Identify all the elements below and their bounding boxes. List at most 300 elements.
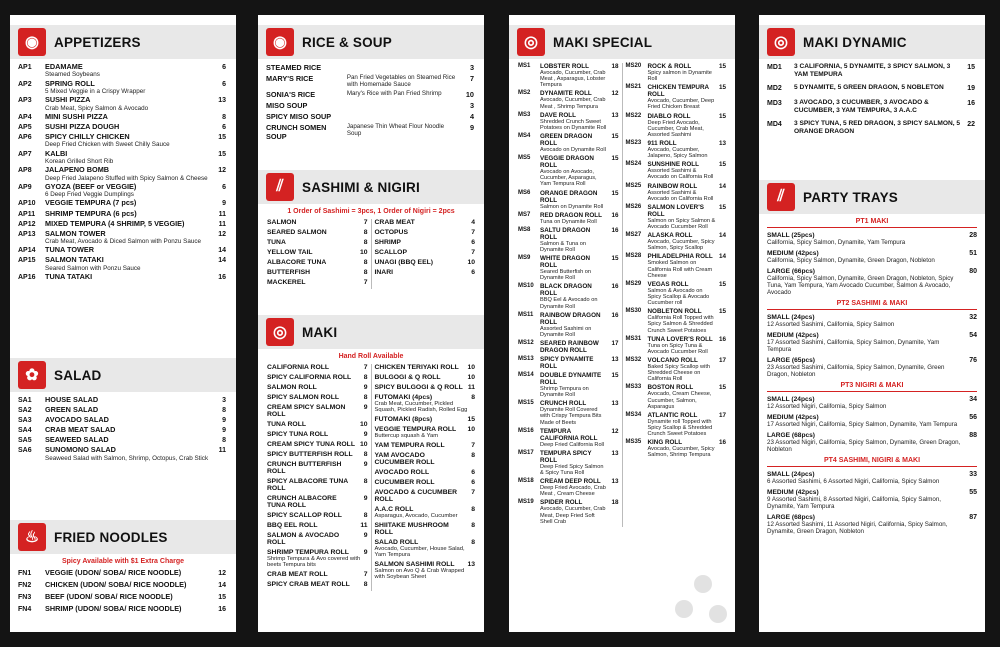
- item-line: [375, 426, 476, 433]
- item-code: AP16: [18, 273, 36, 281]
- item-body: [45, 396, 212, 405]
- item-name: RAINBOW ROLL: [647, 182, 698, 190]
- item-name: YAM AVOCADO CUCUMBER ROLL: [374, 452, 435, 466]
- item-line: [267, 441, 368, 448]
- item-line: [267, 384, 368, 391]
- item-name: BLACK DRAGON ROLL: [540, 283, 592, 298]
- item-name: SALMON & AVOCADO ROLL: [267, 532, 340, 546]
- item-desc: Crab Meat, Spicy Salmon & Avocado: [45, 104, 149, 112]
- item-line: [375, 452, 476, 466]
- tray-body: [767, 314, 963, 328]
- item-line: [375, 489, 476, 503]
- item-name: 3 AVOCADO, 3 CUCUMBER, 3 AVOCADO & CUCUMBER, 3 YAM TEMPURA, 3 A.A.C: [794, 99, 929, 114]
- item-name: TUNA: [267, 239, 286, 246]
- item-name: MACKEREL: [267, 279, 306, 286]
- item-body: [45, 416, 212, 425]
- tray-item: [759, 232, 985, 246]
- item-body: [540, 428, 609, 448]
- item-desc: Deep Fried Chicken with Sweet Chilly Sauce: [45, 141, 170, 149]
- menu-item: [375, 479, 476, 486]
- menu-item: [258, 63, 484, 72]
- menu-item: [518, 400, 619, 425]
- tray-desc: California, Spicy Salmon, Dynamite, Yam Tempura: [767, 239, 906, 246]
- item-price: 8: [363, 394, 368, 401]
- item-desc: Dynamite Roll Covered with Crispy Tempura Bits Made of Beets: [540, 407, 602, 426]
- item-code: MS29: [625, 280, 642, 287]
- item-price: 10: [467, 426, 475, 433]
- dynamic-list: [759, 63, 985, 142]
- item-body: [540, 190, 609, 210]
- item-desc: Avocado on Avocado, Cucumber, Asparagus, Yam Tempura Roll: [540, 169, 597, 188]
- item-desc: Japanese Thin Wheat Flour Noodle Soup: [346, 123, 445, 137]
- item-price: 19: [967, 85, 975, 93]
- menu-item: [375, 374, 476, 381]
- menu-item: [10, 396, 236, 405]
- item-price: 16: [718, 439, 726, 447]
- item-desc: Shrimp Tempura & Avo covered with beets Tempura bits: [267, 556, 361, 568]
- item-body: [45, 210, 212, 219]
- item-line: [267, 239, 368, 246]
- item-name: SPICY SCALLOP ROLL: [267, 512, 342, 519]
- item-body: [648, 63, 717, 82]
- tray-item: [759, 471, 985, 485]
- item-price: 6: [471, 469, 475, 476]
- item-name: NOBLETON ROLL: [647, 308, 702, 316]
- tray-body: [767, 396, 963, 410]
- item-name: 3 CALIFORNIA, 5 DYNAMITE, 3 SPICY SALMON, 3 YAM TEMPURA: [794, 63, 951, 78]
- menu-item: [10, 569, 236, 578]
- item-name: ROCK & ROLL: [647, 63, 692, 70]
- item-desc: Avocado, Cream Cheese, Cucumber, Salmon, Asparagus: [647, 391, 712, 410]
- item-code: MS4: [518, 132, 531, 139]
- item-line: [267, 522, 368, 529]
- item-code: MS3: [518, 111, 531, 118]
- item-body: [45, 605, 212, 614]
- item-price: 13: [718, 139, 726, 147]
- item-line: [375, 522, 476, 536]
- salad-leaf-icon: ✿: [18, 361, 46, 389]
- item-code: AP13: [18, 230, 36, 238]
- menu-item: [759, 120, 985, 135]
- item-name: BOSTON ROLL: [647, 384, 694, 392]
- item-code: FN3: [18, 594, 32, 602]
- item-name: CUCUMBER ROLL: [374, 479, 435, 486]
- item-price: 8: [471, 522, 475, 529]
- item-name: CRAB MEAT: [374, 219, 415, 226]
- item-code: AP10: [18, 200, 36, 208]
- menu-item: [518, 499, 619, 524]
- item-name: EDAMAME: [45, 62, 83, 71]
- item-name: STEAMED RICE: [266, 63, 322, 72]
- item-code: MS18: [518, 478, 534, 485]
- item-price: 8: [363, 581, 368, 588]
- item-line: [267, 451, 368, 458]
- item-price: 14: [718, 253, 726, 261]
- item-body: [45, 96, 212, 112]
- item-line: [375, 229, 476, 236]
- item-name: SONIA'S RICE: [266, 90, 316, 99]
- tray-desc: 6 Assorted Sashimi, 6 Assorted Nigiri, California, Spicy Salmon: [767, 478, 940, 485]
- item-price: 15: [611, 132, 619, 140]
- item-code: AP11: [18, 210, 36, 218]
- menu-item: [375, 522, 476, 536]
- item-line: [267, 431, 368, 438]
- tray-size: SMALL (25pcs): [767, 232, 815, 239]
- item-line: [375, 469, 476, 476]
- item-desc: Assorted Sashimi on Dynamite Roll: [540, 325, 592, 338]
- sashimi-columns: [258, 219, 484, 289]
- menu-item: [10, 593, 236, 602]
- item-desc: Steamed Soybeans: [45, 71, 100, 79]
- item-price: 7: [363, 571, 368, 578]
- tray-group-title: PT4 SASHIMI, NIGIRI & MAKI: [767, 457, 977, 467]
- item-price: 10: [467, 259, 475, 266]
- item-body: [45, 150, 212, 166]
- item-body: [648, 336, 717, 355]
- menu-item: [10, 406, 236, 415]
- item-code: AP2: [18, 80, 32, 88]
- item-name: KALBI: [45, 148, 68, 158]
- item-code: MS17: [518, 449, 534, 456]
- item-desc: Spicy salmon in Dynamite Roll: [647, 70, 712, 83]
- sushi-plate-icon: ◎: [517, 28, 545, 56]
- item-code: AP9: [18, 183, 32, 191]
- item-code: MS10: [518, 283, 534, 290]
- item-price: 8: [222, 437, 226, 445]
- menu-item: [10, 210, 236, 219]
- maki-column-right: [371, 364, 479, 591]
- item-price: 8: [363, 269, 368, 276]
- item-body: [540, 227, 609, 253]
- menu-item: [10, 581, 236, 590]
- item-desc: Salmon on Dynamite Roll: [540, 203, 604, 210]
- item-price: 6: [222, 80, 226, 88]
- menu-item: [10, 230, 236, 246]
- item-name: MISO SOUP: [266, 101, 308, 110]
- item-code: MS14: [518, 371, 534, 378]
- item-price: 12: [611, 90, 619, 98]
- section-title: MAKI: [302, 324, 338, 340]
- item-name: GREEN DRAGON ROLL: [540, 132, 593, 147]
- menu-item: [267, 495, 368, 509]
- tray-price: 54: [969, 332, 977, 339]
- item-code: SA5: [18, 437, 32, 445]
- item-name: SPICY CHILLY CHICKEN: [45, 131, 130, 141]
- tray-price: 56: [969, 414, 977, 421]
- item-body: [648, 412, 717, 437]
- menu-item: [518, 428, 619, 448]
- item-code: MS9: [518, 255, 531, 262]
- sashimi-header: [258, 170, 484, 204]
- menu-item: [518, 356, 619, 370]
- item-price: 15: [718, 112, 726, 120]
- menu-item: [375, 384, 476, 391]
- menu-item: [267, 269, 368, 276]
- item-code: FN2: [18, 582, 32, 590]
- item-price: 15: [611, 371, 619, 379]
- item-desc: Avocado, Cucumber, Jalapeno, Spicy Salmon: [647, 146, 708, 160]
- item-line: [267, 532, 368, 546]
- item-name: YAM TEMPURA ROLL: [374, 442, 445, 449]
- item-name: A.A.C ROLL: [374, 506, 414, 513]
- item-desc: Avocado, Cucumber, Deep Fried Chicken Breast: [647, 98, 715, 111]
- tray-size: LARGE (65pcs): [767, 357, 815, 364]
- item-name: PHILADELPHIA ROLL: [647, 253, 713, 261]
- item-code: SA6: [18, 447, 32, 455]
- menu-item: [267, 421, 368, 428]
- item-code: MS31: [625, 335, 642, 342]
- item-desc: Crab Meat, Avocado & Diced Salmon with Ponzu Sauce: [45, 238, 201, 245]
- item-code: MS28: [625, 253, 642, 260]
- item-name: DIABLO ROLL: [647, 112, 691, 120]
- item-name: BBQ EEL ROLL: [267, 522, 318, 529]
- appetizers-list: [10, 63, 236, 283]
- item-body: [540, 478, 609, 497]
- item-price: 7: [471, 442, 475, 449]
- menu-panel-3: [509, 15, 735, 632]
- item-code: MS32: [625, 356, 642, 363]
- item-price: 6: [222, 183, 226, 191]
- item-desc: Avocado, Cucumber, Crab Meat , Shrimp Tempura: [540, 97, 606, 110]
- menu-item: [375, 219, 476, 226]
- item-price: 13: [611, 478, 619, 486]
- item-name: DAVE ROLL: [540, 111, 576, 119]
- menu-item: [626, 281, 727, 306]
- item-code: AP6: [18, 133, 32, 141]
- item-price: 3: [469, 63, 474, 72]
- item-price: 9: [363, 495, 368, 502]
- item-code: MS22: [625, 112, 642, 119]
- special-column-left: [515, 63, 622, 527]
- item-line: [267, 229, 368, 236]
- appetizers-header: [10, 25, 236, 59]
- item-name: RAINBOW DRAGON ROLL: [540, 311, 601, 326]
- item-name: TEMPURA SPICY ROLL: [540, 449, 592, 464]
- item-code: SA1: [18, 397, 32, 404]
- item-line: [267, 259, 368, 266]
- item-price: 18: [611, 63, 619, 70]
- item-price: 15: [718, 308, 726, 316]
- rice-header: [258, 25, 484, 59]
- item-price: 6: [471, 479, 475, 486]
- item-line: [375, 442, 476, 449]
- item-line: [375, 394, 476, 401]
- tray-price: 34: [969, 396, 977, 403]
- item-line: [267, 404, 368, 418]
- item-body: [45, 63, 212, 79]
- menu-item: [267, 478, 368, 492]
- item-desc: Seared Butterfish on Dynamite Roll: [540, 269, 591, 282]
- item-code: MS34: [625, 411, 642, 418]
- item-name: SPIDER ROLL: [540, 499, 583, 507]
- item-name: WHITE DRAGON ROLL: [540, 255, 591, 270]
- item-name: SPICY DYNAMITE ROLL: [540, 355, 594, 370]
- item-name: HOUSE SALAD: [45, 395, 99, 404]
- item-desc: Pan Fried Vegetables on Steamed Rice with Homemade Sauce: [346, 74, 456, 88]
- item-code: AP5: [18, 123, 32, 131]
- tray-item: [759, 250, 985, 264]
- menu-item: [267, 249, 368, 256]
- item-line: [267, 219, 368, 226]
- menu-item: [10, 273, 236, 282]
- maki-note: Hand Roll Available: [338, 353, 404, 360]
- tray-desc: 23 Assorted Nigiri, California, Spicy Salmon, Dynamite, Green Dragon, Nobleton: [767, 439, 961, 453]
- rice-bowl-icon: ◉: [266, 28, 294, 56]
- item-code: MD2: [767, 85, 782, 93]
- special-header: [509, 25, 735, 59]
- tray-price: 80: [969, 268, 977, 275]
- item-body: [648, 232, 717, 251]
- item-price: 15: [218, 133, 226, 141]
- menu-item: [518, 340, 619, 354]
- tray-size: SMALL (24pcs): [767, 471, 815, 478]
- item-name: SALMON SASHIMI ROLL: [374, 561, 455, 568]
- trays-header: [759, 180, 985, 214]
- menu-item: [518, 227, 619, 253]
- item-code: AP7: [18, 150, 32, 158]
- item-body: [45, 230, 212, 246]
- item-code: MS15: [518, 400, 534, 407]
- chopsticks-icon: ⫽: [266, 173, 294, 201]
- tray-size: LARGE (68pcs): [767, 432, 815, 439]
- menu-item: [759, 63, 985, 78]
- menu-item: [626, 308, 727, 333]
- item-name: TUNA LOVER'S ROLL: [647, 335, 713, 343]
- item-body: [794, 99, 961, 114]
- item-price: 15: [718, 280, 726, 288]
- item-price: 16: [611, 283, 619, 291]
- item-price: 15: [218, 150, 226, 158]
- item-name: ALBACORE TUNA: [267, 259, 327, 266]
- item-desc: Crab Meat, Cucumber, Pickled Squash, Pickled Radish, Rolled Egg: [374, 401, 468, 413]
- menu-item: [10, 220, 236, 229]
- item-price: 17: [611, 339, 619, 347]
- item-price: 10: [467, 364, 475, 371]
- menu-item: [267, 374, 368, 381]
- item-name: SALMON ROLL: [267, 384, 317, 391]
- item-name: BEEF (UDON/ SOBA/ RICE NOODLE): [45, 592, 173, 602]
- item-desc: Avocado, Cucumber, Crab Meat , Asparagus, Lobster Tempura: [540, 70, 606, 89]
- tray-size: MEDIUM (42pcs): [767, 489, 819, 496]
- item-name: AVOCADO & CUCUMBER ROLL: [374, 489, 458, 503]
- item-name: SUNOMONO SALAD: [45, 445, 116, 455]
- item-body: [540, 255, 609, 281]
- item-code: AP12: [18, 220, 36, 228]
- menu-item: [258, 112, 484, 121]
- item-name: TUNA TATAKI: [45, 271, 93, 281]
- menu-item: [10, 246, 236, 255]
- tray-item: [759, 396, 985, 410]
- item-line: [267, 495, 368, 509]
- item-desc: 5 Mixed Veggie in a Crispy Wrapper: [45, 88, 146, 96]
- item-price: 8: [471, 539, 475, 546]
- item-name: VEGGIE TEMPURA (7 pcs): [45, 198, 137, 208]
- menu-item: [375, 506, 476, 519]
- item-desc: Asparagus, Avocado, Cucumber: [374, 513, 458, 519]
- item-name: BULGOGI & Q ROLL: [374, 374, 441, 381]
- item-line: [267, 279, 368, 286]
- item-line: [267, 512, 368, 519]
- item-price: 8: [471, 394, 475, 401]
- item-code: AP4: [18, 113, 32, 121]
- menu-item: [10, 183, 236, 199]
- item-body: [648, 281, 717, 306]
- menu-item: [10, 436, 236, 445]
- item-desc: Seaweed Salad with Salmon, Shrimp, Octopus, Crab Stick: [45, 454, 209, 462]
- menu-item: [267, 532, 368, 546]
- item-price: 15: [611, 155, 619, 163]
- item-line: [375, 374, 476, 381]
- item-price: 15: [467, 416, 475, 423]
- menu-item: [626, 412, 727, 437]
- tray-body: [767, 357, 963, 378]
- item-price: 6: [471, 269, 475, 276]
- item-code: MS7: [518, 211, 531, 218]
- item-name: CRAB MEAT SALAD: [45, 425, 116, 435]
- tray-size: MEDIUM (42pcs): [767, 414, 819, 421]
- item-name: MARY'S RICE: [266, 74, 314, 83]
- item-desc: Mary's Rice with Pan Fried Shrimp: [346, 90, 442, 97]
- item-body: [540, 133, 609, 153]
- tray-body: [767, 514, 963, 535]
- tray-desc: 17 Assorted Sashimi, California, Spicy Salmon, Dynamite, Yam Tempura: [767, 339, 940, 353]
- item-name: MINI SUSHI PIZZA: [45, 111, 108, 121]
- tray-item: [759, 489, 985, 510]
- item-price: 8: [471, 506, 475, 513]
- item-body: [45, 220, 212, 229]
- item-line: [375, 539, 476, 546]
- item-name: CREAM SPICY TUNA ROLL: [267, 441, 355, 448]
- item-name: SUNSHINE ROLL: [647, 161, 699, 169]
- item-price: 3: [469, 101, 474, 110]
- tray-desc: 12 Assorted Sashimi, California, Spicy Salmon: [767, 321, 895, 328]
- item-price: 13: [611, 111, 619, 119]
- item-body: [648, 357, 717, 382]
- item-body: [45, 426, 212, 435]
- item-name: SPICY SALMON ROLL: [267, 394, 340, 401]
- tray-price: 76: [969, 357, 977, 364]
- item-price: 12: [218, 167, 226, 175]
- item-name: SPICY BUTTERFISH ROLL: [267, 451, 353, 458]
- item-body: [45, 183, 212, 199]
- item-price: 13: [611, 355, 619, 363]
- tray-body: [767, 489, 963, 510]
- salad-list: [10, 396, 236, 463]
- item-desc: Deep Fried Avocado, Cucumber, Crab Meat, Assorted Sashimi: [647, 119, 704, 138]
- menu-item: [10, 96, 236, 112]
- menu-item: [518, 283, 619, 309]
- section-title: FRIED NOODLES: [54, 529, 168, 545]
- tray-price: 28: [969, 232, 977, 239]
- item-name: VEGGIE TEMPURA ROLL: [374, 426, 457, 433]
- item-name: ATLANTIC ROLL: [647, 411, 698, 419]
- menu-item: [267, 522, 368, 529]
- menu-item: [518, 312, 619, 338]
- menu-panel-2: [258, 15, 484, 632]
- item-price: 14: [718, 232, 726, 240]
- item-body: [648, 183, 717, 202]
- bowl-icon: ◉: [18, 28, 46, 56]
- tray-desc: 12 Assorted Nigiri, California, Spicy Salmon: [767, 403, 887, 410]
- item-name: SPICY MISO SOUP: [266, 112, 332, 121]
- menu-item: [10, 133, 236, 149]
- item-code: AP3: [18, 97, 32, 105]
- menu-item: [518, 90, 619, 109]
- menu-item: [626, 357, 727, 382]
- item-name: RED DRAGON ROLL: [540, 211, 602, 219]
- item-desc: [347, 112, 460, 121]
- menu-item: [258, 90, 484, 99]
